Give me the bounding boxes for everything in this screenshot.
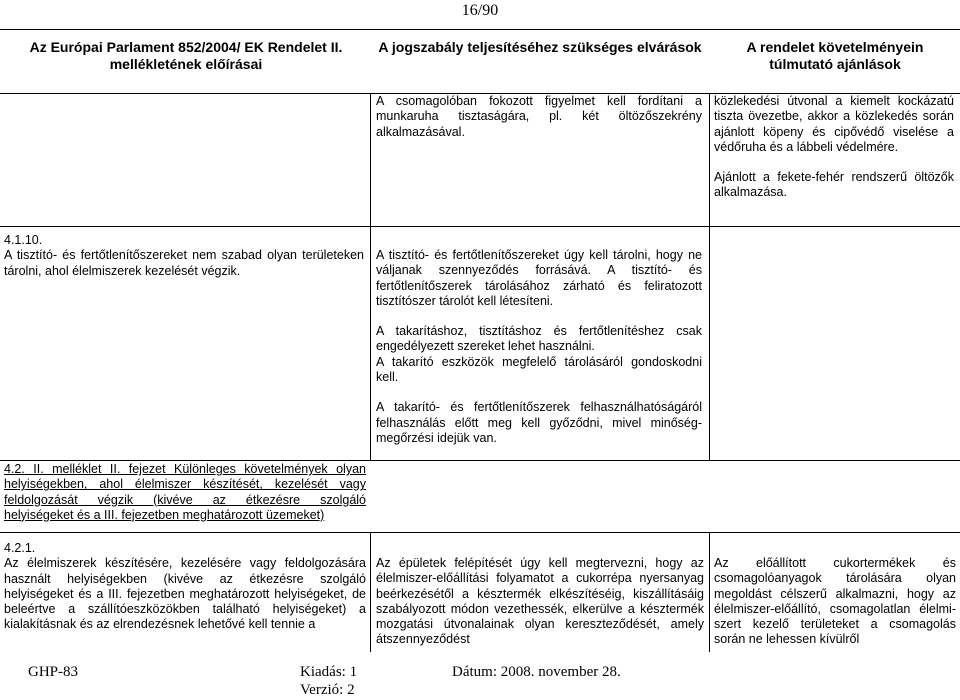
r3-col1-line1: 4.2. II. melléklet II. fejezet Különleges követelmények olyan [4, 462, 366, 476]
r4-col3-text: Az előállított cukortermékek és csomagolóanyagok tárolására olyan megoldást célszerű alkalmazni, hogy az élelmiszer-előállító, csomagolatlan élelmi-szert kezelő területeket a csomagolás során ne lehessen kívülről [714, 556, 956, 647]
header-col3: A rendelet követelményein túlmutató ajánlások [746, 39, 924, 72]
r2-col2-text [376, 248, 702, 446]
row-separator [0, 532, 960, 533]
table-top-border [0, 29, 960, 30]
r1-col3-p1: közlekedési útvonal a kiemelt kockázatú tiszta övezetbe, akkor a közlekedés során ajánlott köpeny és cipővédő viselése a védőruha és a lábbeli védelmére. [714, 94, 954, 154]
column-divider [709, 93, 710, 227]
header-col2: A jogszabály teljesítéséhez szükséges elvárások [378, 39, 702, 55]
footer-doc-id: GHP-83 [28, 664, 79, 680]
r2-col2-p1: A tisztító- és fertőtlenítőszereket úgy kell tárolni, hogy ne váljanak szennyeződés forrásává. A tisztító- és fertőtlenítőszerek tárolásához zárható és feliratozott tisztítószer tárolót kell létesíteni. [376, 248, 702, 308]
r2-col2-p4: A takarító- és fertőtlenítőszerek felhasználhatóságáról felhasználás előtt meg kell győződni, mivel minőség-megőrzési idejük van. [376, 400, 702, 445]
footer-kiadas: Kiadás: 1 [300, 664, 358, 680]
page-number: 16/90 [461, 2, 499, 19]
r2-col1-body: A tisztító- és fertőtlenítőszereket nem szabad olyan területeken tárolni, ahol élelmiszerek kezelését végzik. [4, 248, 364, 278]
footer-verzio: Verzió: 2 [300, 682, 355, 698]
r4-col2-text: Az épületek felépítését úgy kell megtervezni, hogy az élelmiszer-előállítási folyamatot a cukorrépa nyersanyag beérkezésétől a késztermék elkészítéséig, kiszállításáig szabályozott módon vezethessék, elkerülve a késztermék mozgatási útvonalainak olyan kereszteződését, amely átszennyeződést [376, 556, 704, 647]
column-divider [370, 532, 371, 652]
row-separator [0, 460, 960, 461]
header-col1: Az Európai Parlament 852/2004/ EK Rendelet II. mellékletének előírásai [29, 39, 343, 72]
row-separator [0, 226, 960, 227]
column-divider [370, 226, 371, 460]
r2-col2-p2: A takarításhoz, tisztításhoz és fertőtlenítéshez csak engedélyezett szereket lehet használni. [376, 324, 702, 354]
r1-col2-text: A csomagolóban fokozott figyelmet kell fordítani a munkaruha tisztaságára, pl. két öltözőszekrény alkalmazásával. [376, 94, 702, 139]
r4-col1-text [4, 541, 366, 633]
r3-col1-line3: feldolgozását végzik (kivéve az étkezésre szolgáló [4, 492, 366, 507]
column-divider [370, 93, 371, 227]
r1-col3-p2: Ajánlott a fekete-fehér rendszerű öltözők alkalmazása. [714, 170, 954, 200]
column-divider [709, 226, 710, 460]
r2-col2-p3: A takarító eszközök megfelelő tárolásáról gondoskodni kell. [376, 354, 702, 385]
r1-col3-text [714, 94, 954, 201]
r4-col1-body: Az élelmiszerek készítésére, kezelésére vagy feldolgozására használt helyiségekben (kivéve az étkezésre szolgáló helyiségeket és a III. fejezetben meghatározott helyiségeket, de beleértve a szállítóeszközökben található helyiségeket) a kialakításnak és az elrendezésnek lehetővé kell tennie a [4, 556, 366, 632]
column-divider [709, 532, 710, 652]
r3-col1-heading [4, 462, 366, 523]
footer-datum: Dátum: 2008. november 28. [452, 664, 621, 680]
r3-col1-line2: helyiségekben, ahol élelmiszer készítését, kezelését vagy [4, 477, 366, 492]
r2-col1-number: 4.1.10. [4, 233, 43, 247]
r3-col1-line4: helyiségeket és a III. fejezetben meghatározott üzemeket) [4, 507, 325, 522]
r2-col1-text [4, 233, 364, 279]
r4-col1-number: 4.2.1. [4, 541, 36, 555]
